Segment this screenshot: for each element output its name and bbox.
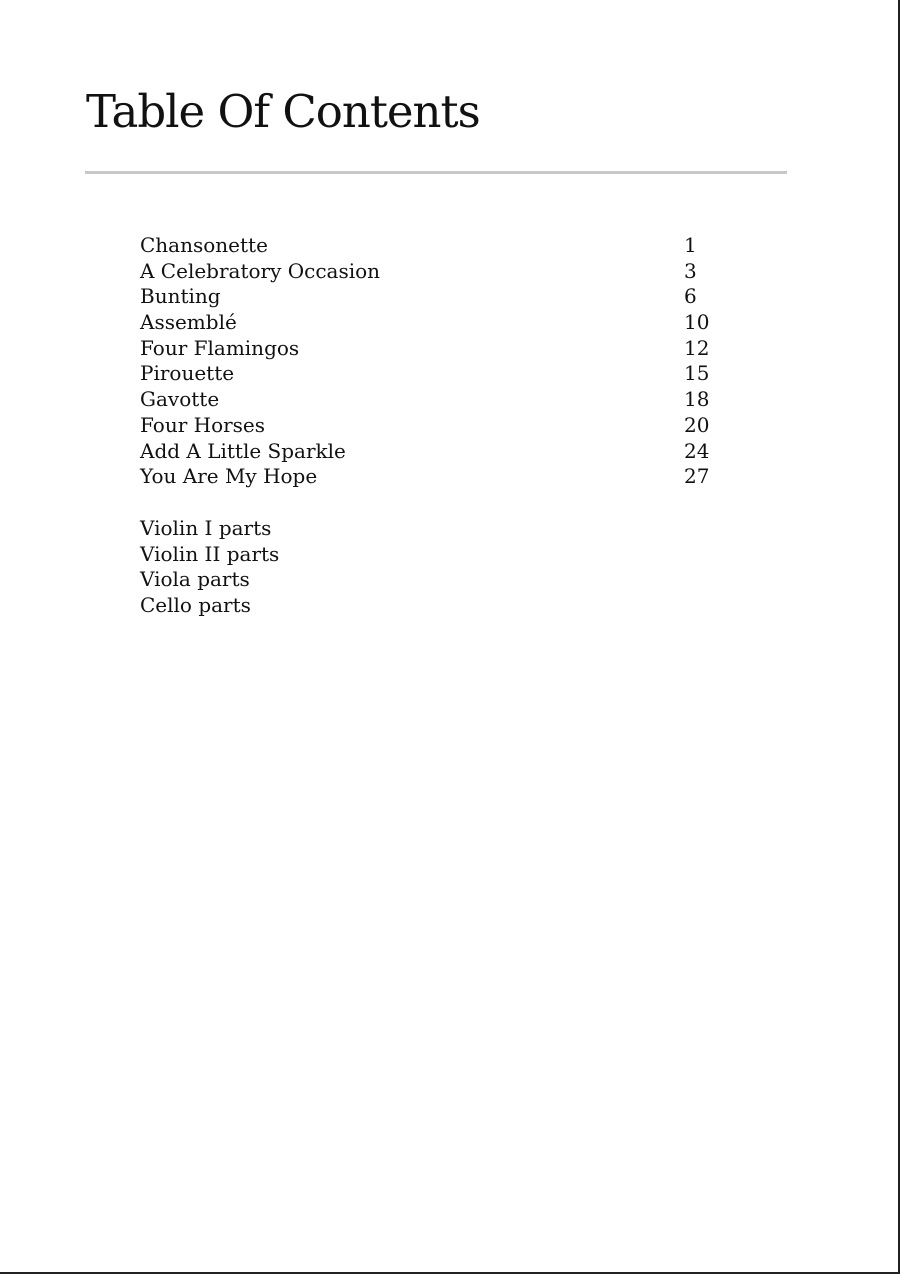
- toc-entry[interactable]: [140, 439, 740, 465]
- toc-entry-page-number: 24: [684, 438, 710, 463]
- title-divider: [85, 171, 787, 174]
- part-entry-viola[interactable]: Viola parts: [140, 567, 250, 592]
- page-title: Table Of Contents: [86, 85, 480, 138]
- toc-entry-page-number: 12: [684, 335, 710, 360]
- toc-entry[interactable]: [140, 284, 740, 310]
- toc-entry-title: Chansonette: [140, 233, 268, 257]
- toc-entry-title: Add A Little Sparkle: [140, 438, 346, 463]
- toc-entry[interactable]: [140, 413, 740, 439]
- toc-entry-title: You Are My Hope: [140, 464, 318, 489]
- toc-entry-page-number: 27: [684, 464, 710, 489]
- toc-entry-title: A Celebratory Occasion: [140, 258, 381, 283]
- part-entry-violin-ii[interactable]: Violin II parts: [140, 541, 280, 566]
- toc-entry[interactable]: [140, 361, 740, 387]
- toc-entry-page-number: 1: [684, 233, 697, 257]
- toc-entry-page-number: 20: [684, 412, 710, 437]
- toc-entry-page-number: 3: [684, 258, 697, 283]
- toc-entry-title: Assemblé: [140, 310, 237, 335]
- toc-entry[interactable]: [140, 464, 740, 490]
- toc-entry[interactable]: [140, 387, 740, 413]
- part-entry-violin-i[interactable]: Violin I parts: [140, 516, 272, 540]
- parts-list: [140, 516, 540, 619]
- toc-entry-page-number: 18: [684, 387, 710, 412]
- toc-entry-page-number: 6: [684, 284, 697, 309]
- toc-entry[interactable]: [140, 259, 740, 285]
- toc-entry[interactable]: [140, 233, 740, 259]
- toc-entry-title: Gavotte: [140, 387, 220, 412]
- toc-entry[interactable]: [140, 336, 740, 362]
- toc-entry-page-number: 15: [684, 361, 710, 386]
- part-entry-cello[interactable]: Cello parts: [140, 593, 251, 618]
- toc-entry-title: Pirouette: [140, 361, 235, 386]
- toc-list: [140, 233, 740, 490]
- toc-entry[interactable]: [140, 310, 740, 336]
- toc-entry-title: Four Horses: [140, 412, 266, 437]
- toc-entry-page-number: 10: [684, 310, 710, 335]
- toc-entry-title: Four Flamingos: [140, 335, 300, 360]
- toc-entry-title: Bunting: [140, 284, 221, 309]
